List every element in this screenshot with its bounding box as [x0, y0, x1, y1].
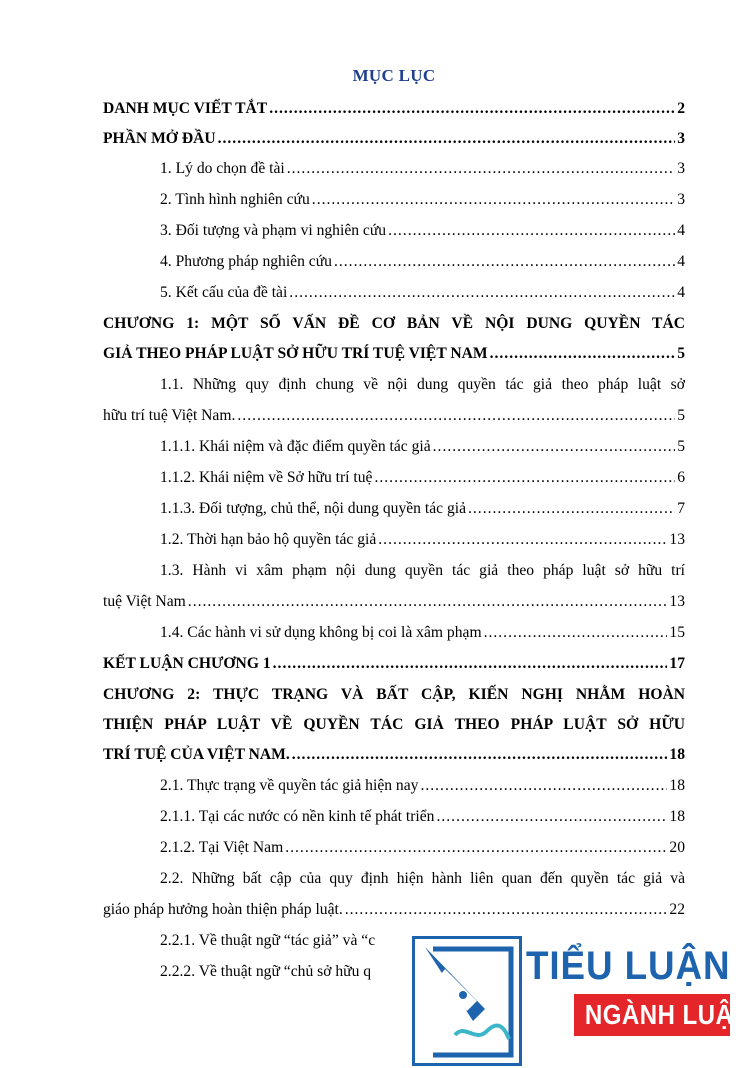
leader-dots — [374, 468, 675, 488]
toc-entry-1-1-2[interactable] — [160, 468, 685, 488]
toc-entry-1-1[interactable] — [160, 375, 685, 395]
entry-text-line1: 1.1. Những quy định chung về nội dung quyền tác giả theo pháp luật sở — [160, 376, 685, 393]
entry-text: 4. Phương pháp nghiên cứu — [160, 253, 332, 270]
logo-subtitle: NGÀNH LUẬT — [584, 999, 749, 1030]
entry-page: 4 — [677, 222, 685, 239]
leader-dots — [484, 623, 668, 643]
entry-page: 13 — [669, 593, 685, 610]
entry-text: DANH MỤC VIẾT TẮT — [103, 100, 268, 117]
entry-page: 15 — [669, 624, 685, 641]
entry-page: 22 — [669, 901, 685, 918]
entry-page: 4 — [677, 284, 685, 301]
entry-text: 2.1.1. Tại các nước có nền kinh tế phát triển — [160, 808, 435, 825]
toc-entry-2-1-1[interactable] — [160, 807, 685, 827]
toc-entry-1-1-cont[interactable] — [103, 406, 685, 426]
leader-dots — [490, 344, 676, 364]
toc-entry-chapter-2-cont[interactable] — [103, 745, 685, 765]
entry-page: 5 — [677, 407, 685, 424]
leader-dots — [468, 499, 675, 519]
leader-dots — [436, 807, 667, 827]
logo-title: TIỂU LUẬN — [526, 944, 731, 988]
entry-page: 3 — [677, 160, 685, 177]
toc-entry-research-status[interactable] — [160, 190, 685, 210]
leader-dots — [420, 776, 667, 796]
leader-dots — [334, 252, 675, 272]
entry-text: 1.4. Các hành vi sử dụng không bị coi là xâm phạm — [160, 624, 482, 641]
toc-entry-2-2[interactable] — [160, 869, 685, 889]
entry-text: KẾT LUẬN CHƯƠNG 1 — [103, 655, 271, 672]
entry-page: 4 — [677, 253, 685, 270]
toc-entry-abbreviations[interactable] — [103, 99, 685, 119]
entry-text: 5. Kết cấu của đề tài — [160, 284, 288, 301]
toc-entry-chapter-1-cont[interactable] — [103, 344, 685, 364]
entry-page: 20 — [669, 839, 685, 856]
entry-text: 1.1.3. Đối tượng, chủ thể, nội dung quyền tác giả — [160, 500, 466, 517]
leader-dots — [218, 129, 676, 149]
leader-dots — [292, 745, 668, 765]
entry-text: 2.1.2. Tại Việt Nam — [160, 839, 284, 856]
entry-text: PHẦN MỞ ĐẦU — [103, 130, 216, 147]
toc-entry-1-1-1[interactable] — [160, 437, 685, 457]
toc-entry-2-2-cont[interactable] — [103, 900, 685, 920]
entry-text-line2: GIẢ THEO PHÁP LUẬT SỞ HỮU TRÍ TUỆ VIỆT NAM — [103, 345, 488, 362]
entry-text: 2. Tình hình nghiên cứu — [160, 191, 310, 208]
toc-entry-chapter-1[interactable] — [103, 314, 685, 334]
leader-dots — [345, 900, 668, 920]
entry-page: 13 — [669, 531, 685, 548]
entry-page: 18 — [669, 808, 685, 825]
toc-entry-methods[interactable] — [160, 252, 685, 272]
entry-text: 2.1. Thực trạng về quyền tác giả hiện nay — [160, 777, 419, 794]
toc-entry-1-3[interactable] — [160, 561, 685, 581]
leader-dots — [188, 592, 668, 612]
entry-text: 1.2. Thời hạn bảo hộ quyền tác giả — [160, 531, 377, 548]
entry-page: 3 — [677, 191, 685, 208]
leader-dots — [237, 406, 675, 426]
entry-text-line2: giáo pháp hưởng hoàn thiện pháp luật. — [103, 901, 343, 918]
toc-entry-chapter-2[interactable] — [103, 685, 685, 705]
entry-text-line3: TRÍ TUỆ CỦA VIỆT NAM. — [103, 746, 290, 763]
toc-entry-introduction[interactable] — [103, 129, 685, 149]
entry-text-line2: hữu trí tuệ Việt Nam. — [103, 407, 236, 424]
entry-text: 2.2.2. Về thuật ngữ “chủ sở hữu q — [160, 963, 372, 980]
brand-logo — [404, 930, 750, 1062]
entry-page: 17 — [669, 655, 685, 672]
leader-dots — [312, 190, 675, 210]
entry-text: 3. Đối tượng và phạm vi nghiên cứu — [160, 222, 387, 239]
leader-dots — [388, 221, 675, 241]
toc-entry-1-2[interactable] — [160, 530, 685, 550]
entry-text: 1.1.2. Khái niệm về Sở hữu trí tuệ — [160, 469, 373, 486]
entry-page: 18 — [669, 746, 685, 763]
entry-page: 7 — [677, 500, 685, 517]
entry-text-line2: THIỆN PHÁP LUẬT VỀ QUYỀN TÁC GIẢ THEO PHÁP LUẬT SỞ HỮU — [103, 716, 685, 733]
entry-text: 1.1.1. Khái niệm và đặc điểm quyền tác giả — [160, 438, 431, 455]
entry-text-line1: 2.2. Những bất cập của quy định hiện hành liên quan đến quyền tác giả và — [160, 870, 685, 887]
toc-entry-1-3-cont[interactable] — [103, 592, 685, 612]
leader-dots — [273, 654, 668, 674]
entry-page: 6 — [677, 469, 685, 486]
entry-text: 2.2.1. Về thuật ngữ “tác giả” và “c — [160, 932, 376, 949]
entry-page: 18 — [669, 777, 685, 794]
toc-entry-reason[interactable] — [160, 159, 685, 179]
toc-entry-2-1[interactable] — [160, 776, 685, 796]
toc-entry-2-1-2[interactable] — [160, 838, 685, 858]
toc-entry-scope[interactable] — [160, 221, 685, 241]
entry-text-line1: CHƯƠNG 2: THỰC TRẠNG VÀ BẤT CẬP, KIẾN NGHỊ NHẰM HOÀN — [103, 686, 685, 703]
entry-text: 1. Lý do chọn đề tài — [160, 160, 285, 177]
logo-subtitle-badge — [574, 994, 749, 1036]
entry-page: 5 — [677, 345, 685, 362]
toc-entry-structure[interactable] — [160, 283, 685, 303]
entry-text-line2: tuệ Việt Nam — [103, 593, 186, 610]
leader-dots — [433, 437, 676, 457]
toc-entry-chapter-2-line2[interactable] — [103, 715, 685, 735]
leader-dots — [287, 159, 675, 179]
leader-dots — [269, 99, 675, 119]
entry-page: 3 — [677, 130, 685, 147]
entry-text-line1: CHƯƠNG 1: MỘT SỐ VẤN ĐỀ CƠ BẢN VỀ NỘI DUNG QUYỀN TÁC — [103, 315, 685, 332]
leader-dots — [285, 838, 667, 858]
entry-text-line1: 1.3. Hành vi xâm phạm nội dung quyền tác giả theo pháp luật sở hữu trí — [160, 562, 685, 579]
pen-nib-icon — [412, 936, 522, 1066]
toc-entry-conclusion-1[interactable] — [103, 654, 685, 674]
toc-entry-1-1-3[interactable] — [160, 499, 685, 519]
toc-title: MỤC LỤC — [352, 66, 436, 85]
entry-page: 5 — [677, 438, 685, 455]
entry-page: 2 — [677, 100, 685, 117]
leader-dots — [378, 530, 667, 550]
toc-entry-1-4[interactable] — [160, 623, 685, 643]
leader-dots — [289, 283, 675, 303]
